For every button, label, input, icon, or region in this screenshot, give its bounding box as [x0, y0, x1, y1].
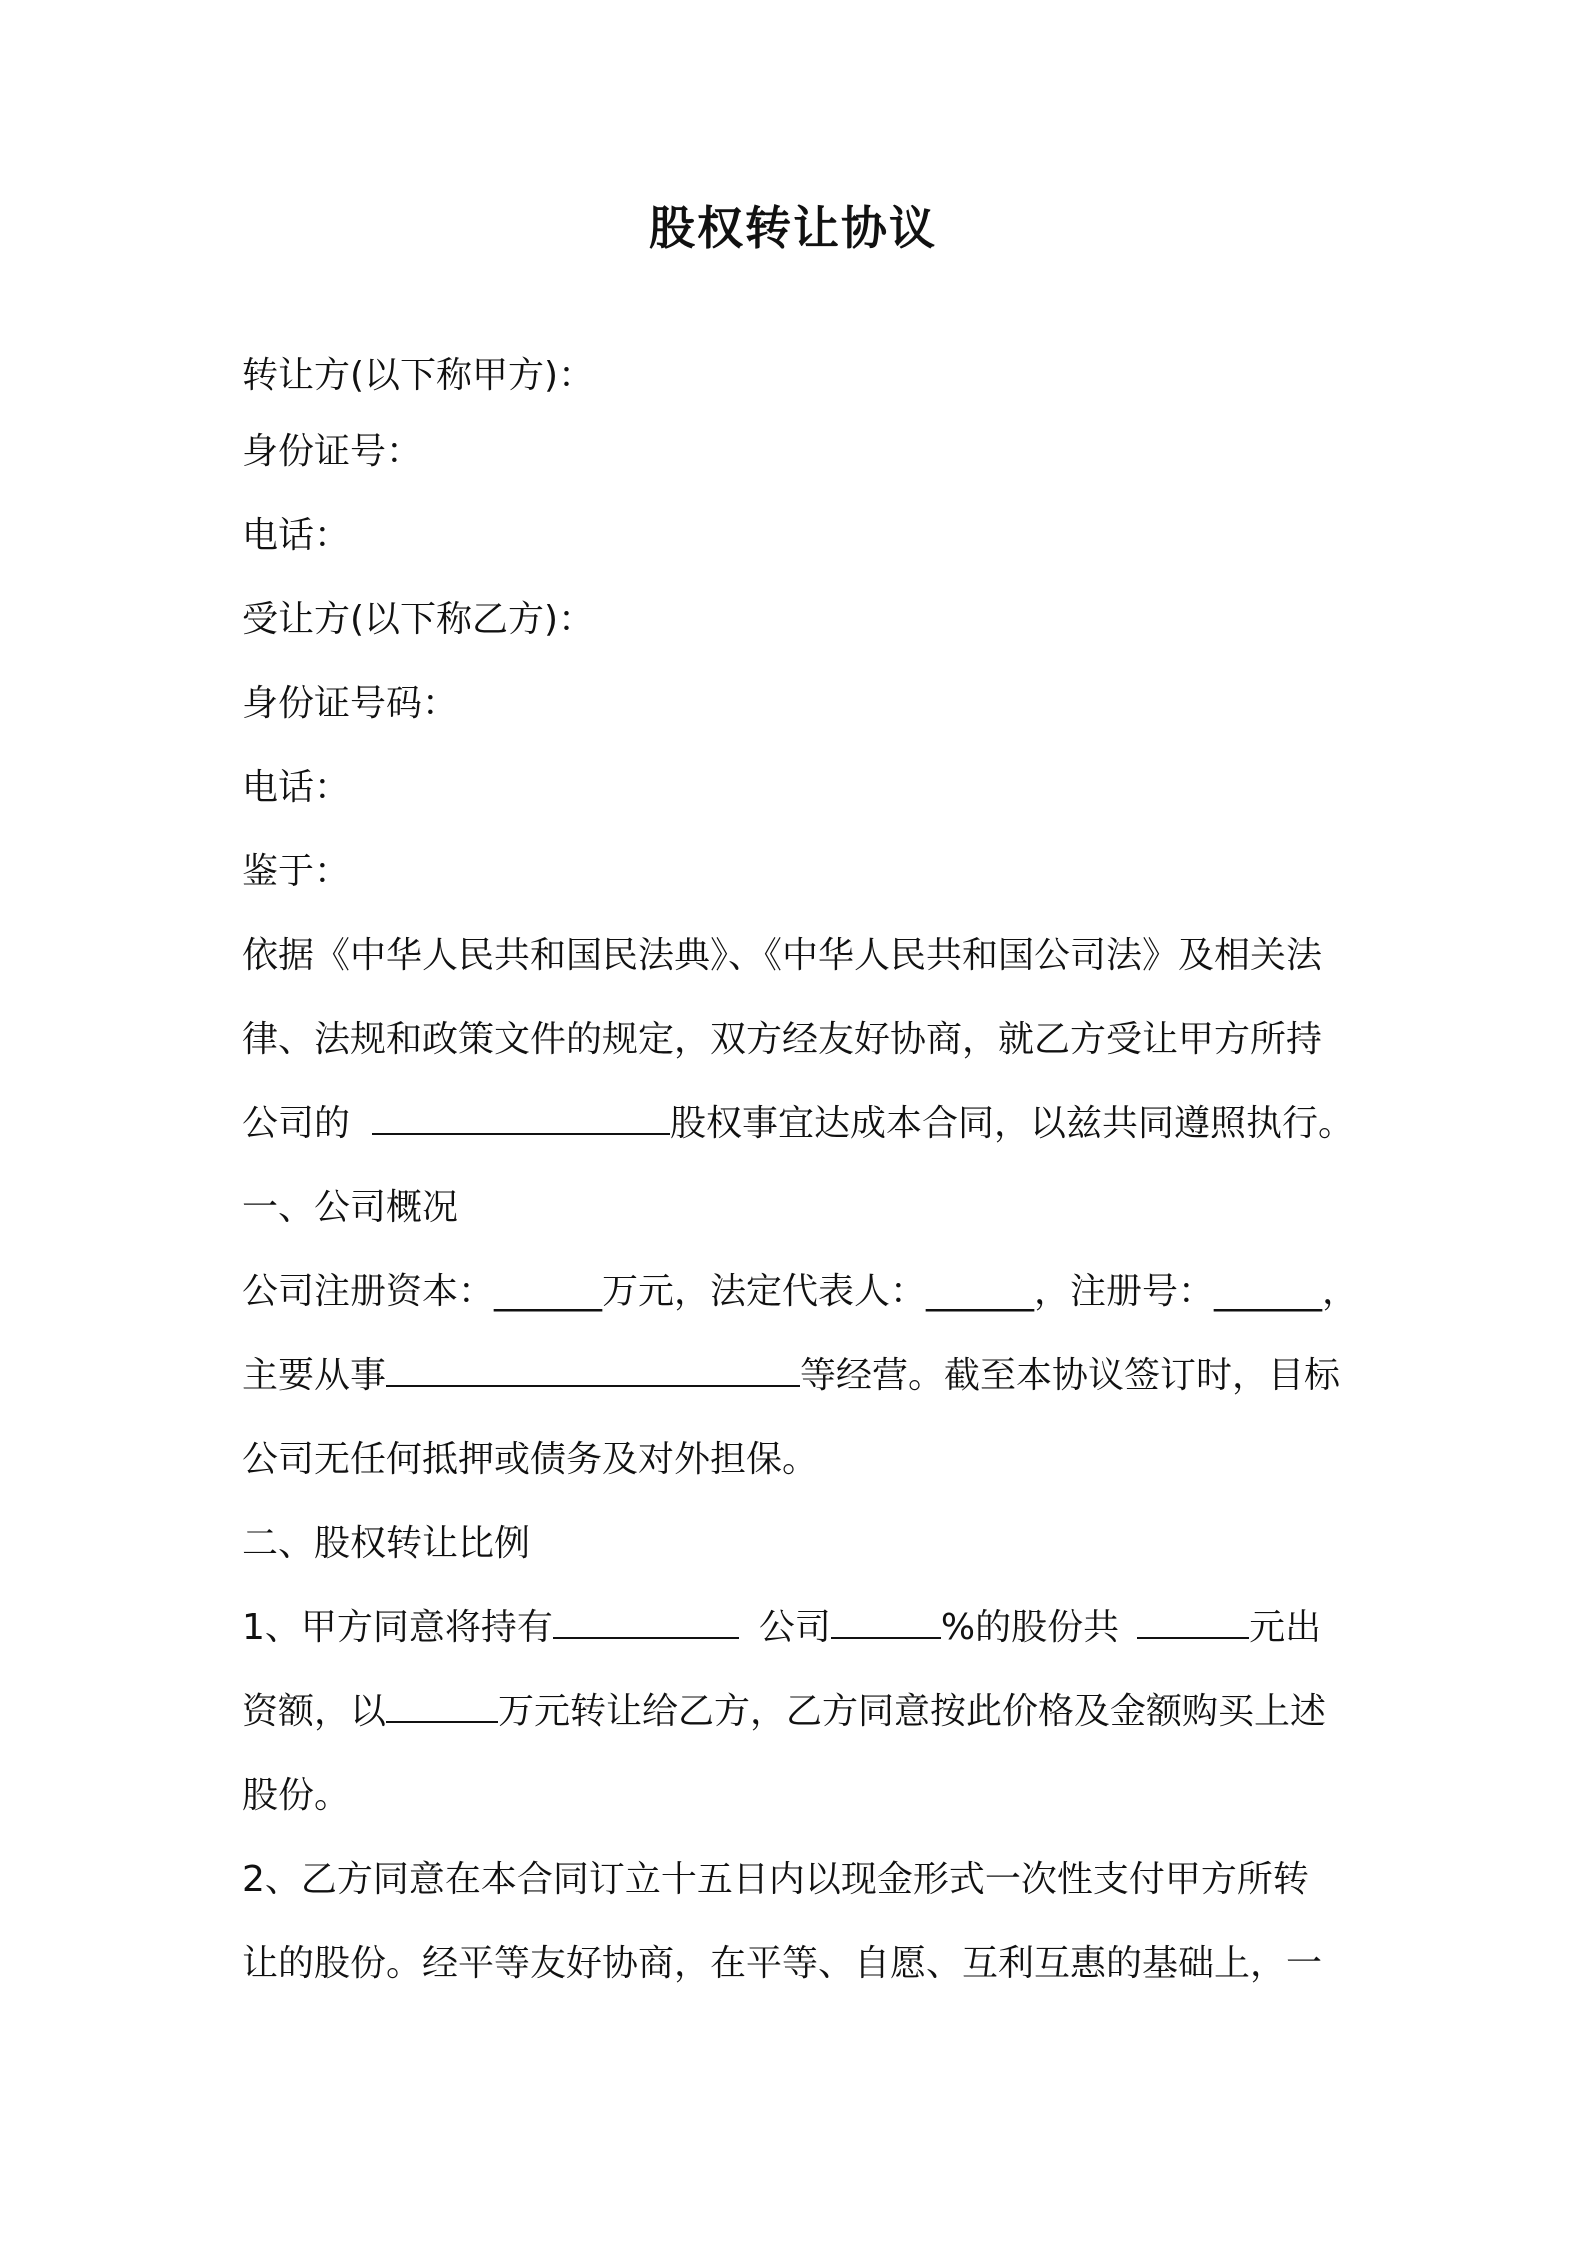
- whereas-label: 鉴于：: [242, 851, 351, 892]
- price-blank: [386, 1687, 498, 1723]
- transferor-label: 转让方(以下称甲方)：: [242, 355, 595, 396]
- transfer-clause-line-2: [242, 1687, 1326, 1737]
- capital-amount-blank: [1137, 1603, 1249, 1639]
- no-mortgage-line: 公司无任何抵押或债务及对外担保。: [242, 1439, 819, 1480]
- clause-1-end: 元出: [1249, 1607, 1322, 1648]
- transferor-id-label: 身份证号：: [242, 431, 423, 472]
- business-scope-start: 主要从事: [242, 1355, 387, 1396]
- payment-clause-line-1: 2、乙方同意在本合同订立十五日内以现金形式一次性支付甲方所转: [242, 1859, 1309, 1900]
- holding-company-blank: [553, 1603, 739, 1639]
- clause-2-end: 万元转让给乙方，乙方同意按此价格及金额购买上述: [498, 1691, 1327, 1732]
- preamble-line-2: 律、法规和政策文件的规定，双方经友好协商，就乙方受让甲方所持: [242, 1019, 1323, 1060]
- clause-1-company: 公司: [758, 1607, 831, 1648]
- clause-2-start: 资额，以: [242, 1691, 387, 1732]
- business-scope-end: 等经营。截至本协议签订时，目标: [800, 1355, 1341, 1396]
- payment-clause-line-2: 让的股份。经平等友好协商，在平等、自愿、互利互惠的基础上，一: [242, 1943, 1323, 1984]
- transferee-label: 受让方(以下称乙方)：: [242, 599, 595, 640]
- preamble-line-3: [242, 1099, 1354, 1149]
- document-title: 股权转让协议: [649, 201, 937, 255]
- transferee-phone-label: 电话：: [242, 767, 351, 808]
- company-registration-line: 公司注册资本：______万元，法定代表人：______，注册号：______，: [242, 1271, 1359, 1312]
- section-1-heading: 一、公司概况: [242, 1187, 459, 1228]
- preamble-line-1: 依据《中华人民共和国民法典》、《中华人民共和国公司法》及相关法: [242, 935, 1323, 976]
- preamble-line-3-end: 股权事宜达成本合同，以兹共同遵照执行。: [670, 1103, 1355, 1144]
- transfer-clause-line-3: 股份。: [242, 1775, 351, 1816]
- company-name-blank: [372, 1099, 670, 1135]
- transfer-clause-line-1: [242, 1603, 1321, 1653]
- transferor-phone-label: 电话：: [242, 515, 351, 556]
- business-scope-line: [242, 1351, 1340, 1401]
- business-scope-blank: [386, 1351, 800, 1387]
- preamble-line-3-start: 公司的: [242, 1103, 351, 1144]
- percentage-blank: [831, 1603, 941, 1639]
- transferee-id-label: 身份证号码：: [242, 683, 459, 724]
- section-2-heading: 二、股权转让比例: [242, 1523, 531, 1564]
- clause-1-start: 1、甲方同意将持有: [242, 1607, 553, 1648]
- clause-1-percent: %的股份共: [940, 1607, 1120, 1648]
